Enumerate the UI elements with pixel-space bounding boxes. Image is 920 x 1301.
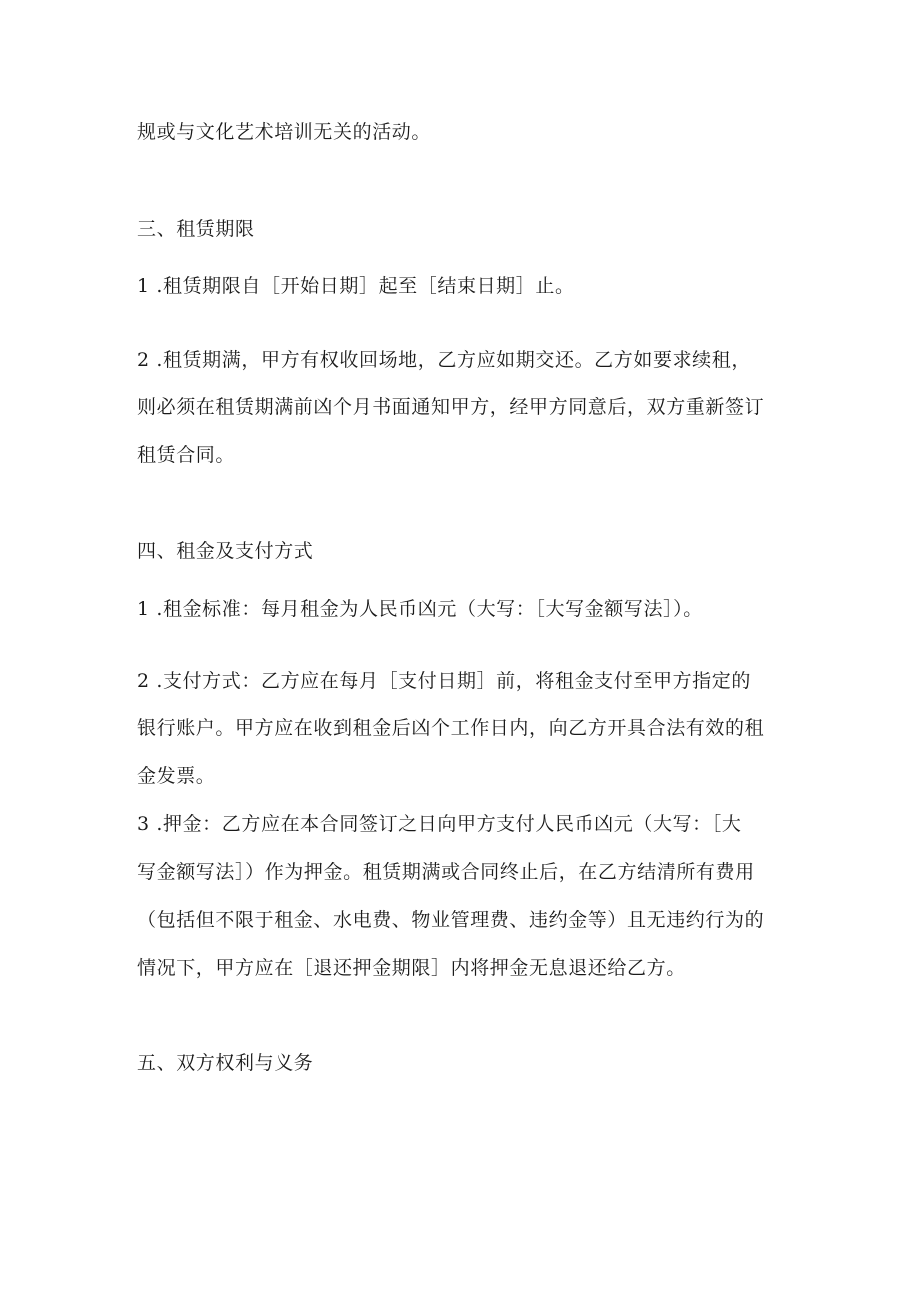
clause-4-3-line-1: 3 .押金：乙方应在本合同签订之日向甲方支付人民币凶元（大写：［大 [137,813,742,835]
clause-4-1-line: 1 .租金标准：每月租金为人民币凶元（大写：［大写金额写法］）。 [137,598,703,620]
clause-3-2-line-2: 则必须在租赁期满前凶个月书面通知甲方，经甲方同意后，双方重新签订 [137,396,765,418]
section-heading-lease-term: 三、租赁期限 [137,218,255,240]
clause-3-2-line-3: 租赁合同。 [137,444,236,466]
section-heading-rent-payment: 四、租金及支付方式 [137,540,314,562]
clause-4-3-line-2: 写金额写法］）作为押金。租赁期满或合同终止后，在乙方结清所有费用 [137,861,755,883]
clause-4-2-line-3: 金发票。 [137,765,216,787]
clause-4-2-line-1: 2 .支付方式：乙方应在每月［支付日期］前，将租金支付至甲方指定的 [137,670,751,692]
paragraph-line-continuation: 规或与文化艺术培训无关的活动。 [137,121,432,143]
clause-3-2-line-1: 2 .租赁期满，甲方有权收回场地，乙方应如期交还。乙方如要求续租， [137,349,751,371]
clause-4-3-line-4: 情况下，甲方应在［退还押金期限］内将押金无息退还给乙方。 [137,957,686,979]
clause-3-1-line: 1 .租赁期限自［开始日期］起至［结束日期］止。 [137,275,575,297]
clause-4-3-line-3: （包括但不限于租金、水电费、物业管理费、违约金等）且无违约行为的 [137,909,765,931]
clause-4-2-line-2: 银行账户。甲方应在收到租金后凶个工作日内，向乙方开具合法有效的租 [137,717,765,739]
section-heading-rights-obligations: 五、双方权利与义务 [137,1052,314,1074]
